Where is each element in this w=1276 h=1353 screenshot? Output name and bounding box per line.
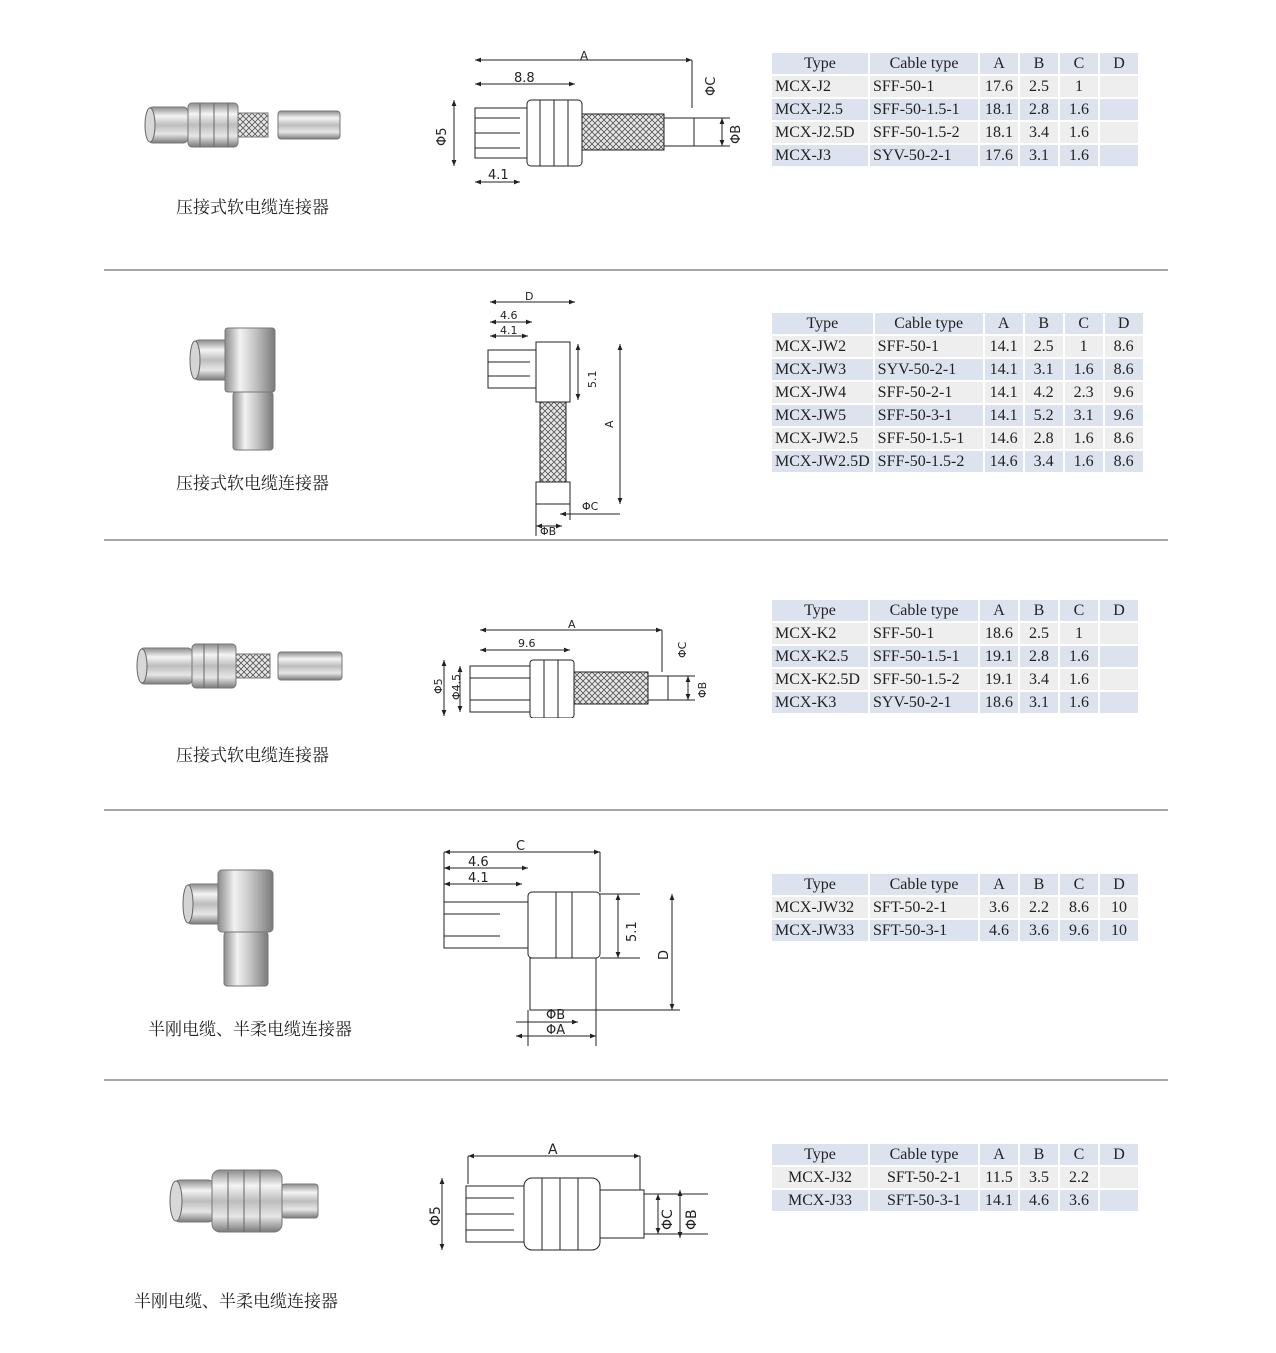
table-header-row xyxy=(772,313,1143,334)
dim-label-phic: ΦC xyxy=(582,500,599,513)
cell-d: 9.6 xyxy=(1105,382,1143,403)
dim-label-phi5: Φ5 xyxy=(432,678,445,694)
cell-c: 1.6 xyxy=(1060,145,1098,166)
cell-b: 3.5 xyxy=(1020,1167,1058,1188)
section-mcx-k xyxy=(0,542,1276,810)
cell-a: 14.1 xyxy=(985,382,1023,403)
cell-b: 3.4 xyxy=(1020,669,1058,690)
dimension-drawing xyxy=(430,48,750,188)
cell-d: 8.6 xyxy=(1105,359,1143,380)
cell-b: 2.8 xyxy=(1020,99,1058,120)
cell-a: 4.6 xyxy=(980,920,1018,941)
cell-type: MCX-J33 xyxy=(772,1190,868,1211)
cell-b: 3.6 xyxy=(1020,920,1058,941)
header-d: D xyxy=(1100,874,1138,895)
dim-label-d: D xyxy=(525,290,534,303)
cell-c: 1.6 xyxy=(1060,669,1098,690)
cell-d: 8.6 xyxy=(1105,336,1143,357)
connector-photo-straight-semirigid xyxy=(168,1164,328,1240)
cell-cable: SFF-50-1.5-2 xyxy=(870,122,978,143)
dimension-drawing xyxy=(430,838,690,1048)
cell-cable: SFT-50-3-1 xyxy=(870,1190,978,1211)
cell-a: 14.6 xyxy=(985,451,1023,472)
dimension-drawing xyxy=(418,1138,718,1268)
section-divider xyxy=(104,269,1168,271)
cell-c: 1.6 xyxy=(1060,122,1098,143)
section-caption: 半刚电缆、半柔电缆连接器 xyxy=(148,1020,352,1040)
cell-d: 10 xyxy=(1100,920,1138,941)
dimension-drawing xyxy=(470,288,640,538)
cell-type: MCX-K2.5 xyxy=(772,646,868,667)
header-d: D xyxy=(1100,600,1138,621)
cell-c: 1.6 xyxy=(1060,646,1098,667)
section-mcx-j xyxy=(0,0,1276,270)
cell-b: 2.2 xyxy=(1020,897,1058,918)
header-c: C xyxy=(1065,313,1103,334)
spec-table xyxy=(770,51,1140,168)
header-cable-type: Cable type xyxy=(870,600,978,621)
header-d: D xyxy=(1100,1144,1138,1165)
cell-type: MCX-JW33 xyxy=(772,920,868,941)
cell-type: MCX-K2.5D xyxy=(772,669,868,690)
cell-a: 18.6 xyxy=(980,692,1018,713)
cell-c: 1.6 xyxy=(1065,451,1103,472)
spec-table xyxy=(770,598,1140,715)
section-caption: 半刚电缆、半柔电缆连接器 xyxy=(134,1292,338,1312)
dimension-drawing xyxy=(430,618,730,718)
section-divider xyxy=(104,809,1168,811)
header-type: Type xyxy=(772,1144,868,1165)
table-row xyxy=(772,1167,1138,1188)
table-row xyxy=(772,428,1143,449)
cell-b: 2.8 xyxy=(1020,646,1058,667)
cell-d xyxy=(1100,623,1138,644)
cell-b: 2.5 xyxy=(1020,76,1058,97)
section-divider xyxy=(104,1079,1168,1081)
dim-label-4-1: 4.1 xyxy=(468,871,489,886)
cell-c: 2.2 xyxy=(1060,1167,1098,1188)
table-row xyxy=(772,623,1138,644)
header-c: C xyxy=(1060,53,1098,74)
cell-cable: SYV-50-2-1 xyxy=(875,359,983,380)
header-d: D xyxy=(1100,53,1138,74)
connector-photo-right-angle-semirigid xyxy=(178,862,288,992)
cell-type: MCX-JW32 xyxy=(772,897,868,918)
cell-type: MCX-JW2.5 xyxy=(772,428,873,449)
cell-cable: SFF-50-1 xyxy=(870,76,978,97)
header-type: Type xyxy=(772,313,873,334)
header-a: A xyxy=(980,874,1018,895)
cell-c: 2.3 xyxy=(1065,382,1103,403)
cell-type: MCX-K3 xyxy=(772,692,868,713)
cell-b: 3.1 xyxy=(1025,359,1063,380)
cell-type: MCX-JW2 xyxy=(772,336,873,357)
cell-d: 9.6 xyxy=(1105,405,1143,426)
header-b: B xyxy=(1025,313,1063,334)
cell-a: 18.6 xyxy=(980,623,1018,644)
dim-label-a: A xyxy=(568,618,576,631)
connector-photo-straight-plug xyxy=(138,95,353,155)
section-divider xyxy=(104,539,1168,541)
section-mcx-jw xyxy=(0,272,1276,542)
table-row xyxy=(772,382,1143,403)
dim-label-a: A xyxy=(580,49,589,63)
cell-type: MCX-J2.5 xyxy=(772,99,868,120)
cell-a: 19.1 xyxy=(980,646,1018,667)
section-mcx-j3x xyxy=(0,1082,1276,1353)
cell-a: 14.1 xyxy=(985,336,1023,357)
header-b: B xyxy=(1020,53,1058,74)
table-row xyxy=(772,122,1138,143)
dim-label-phib: ΦB xyxy=(684,1209,700,1230)
cell-d xyxy=(1100,76,1138,97)
header-a: A xyxy=(980,53,1018,74)
dim-label-phi5: Φ5 xyxy=(428,1206,444,1226)
dim-label-phia: ΦA xyxy=(546,1023,566,1038)
cell-d: 8.6 xyxy=(1105,451,1143,472)
cell-cable: SFF-50-1 xyxy=(870,623,978,644)
header-d: D xyxy=(1105,313,1143,334)
dim-label-phic: ΦC xyxy=(704,76,719,96)
table-row xyxy=(772,99,1138,120)
cell-b: 3.4 xyxy=(1025,451,1063,472)
header-c: C xyxy=(1060,1144,1098,1165)
header-b: B xyxy=(1020,874,1058,895)
cell-b: 3.1 xyxy=(1020,145,1058,166)
section-caption: 压接式软电缆连接器 xyxy=(176,474,329,494)
header-c: C xyxy=(1060,874,1098,895)
cell-a: 3.6 xyxy=(980,897,1018,918)
cell-type: MCX-J3 xyxy=(772,145,868,166)
cell-a: 11.5 xyxy=(980,1167,1018,1188)
cell-cable: SFF-50-1.5-2 xyxy=(875,451,983,472)
table-row xyxy=(772,897,1138,918)
cell-b: 4.2 xyxy=(1025,382,1063,403)
dim-label-phib: ΦB xyxy=(540,525,557,538)
dim-label-4-6: 4.6 xyxy=(500,309,518,322)
dim-label-c: C xyxy=(516,839,526,854)
cell-c: 3.6 xyxy=(1060,1190,1098,1211)
cell-c: 1.6 xyxy=(1065,428,1103,449)
table-row xyxy=(772,405,1143,426)
dim-label-9-6: 9.6 xyxy=(518,637,536,650)
dim-label-5-1: 5.1 xyxy=(625,921,640,942)
table-row xyxy=(772,145,1138,166)
cell-cable: SYV-50-2-1 xyxy=(870,692,978,713)
connector-photo-right-angle xyxy=(185,322,285,457)
cell-cable: SFF-50-1 xyxy=(875,336,983,357)
dim-label-4-1: 4.1 xyxy=(488,168,509,183)
table-row xyxy=(772,1190,1138,1211)
cell-d xyxy=(1100,646,1138,667)
dim-label-8-8: 8.8 xyxy=(514,71,535,86)
dim-label-4-6: 4.6 xyxy=(468,855,489,870)
dim-label-phic: ΦC xyxy=(660,1209,676,1230)
cell-cable: SFF-50-1.5-2 xyxy=(870,669,978,690)
cell-c: 1.6 xyxy=(1065,359,1103,380)
section-caption: 压接式软电缆连接器 xyxy=(176,746,329,766)
cell-c: 3.1 xyxy=(1065,405,1103,426)
cell-d xyxy=(1100,669,1138,690)
header-a: A xyxy=(980,1144,1018,1165)
cell-d xyxy=(1100,145,1138,166)
table-header-row xyxy=(772,874,1138,895)
table-row xyxy=(772,692,1138,713)
dim-label-a: A xyxy=(548,1142,558,1158)
cell-type: MCX-J2.5D xyxy=(772,122,868,143)
cell-cable: SFF-50-2-1 xyxy=(875,382,983,403)
cell-c: 1 xyxy=(1060,76,1098,97)
cell-d xyxy=(1100,122,1138,143)
dim-label-phib: ΦB xyxy=(546,1008,566,1023)
cell-type: MCX-JW2.5D xyxy=(772,451,873,472)
dim-label-phi4-5: Φ4.5 xyxy=(450,673,463,700)
table-row xyxy=(772,669,1138,690)
header-b: B xyxy=(1020,1144,1058,1165)
cell-d xyxy=(1100,99,1138,120)
dim-label-d: D xyxy=(657,949,672,960)
dim-label-phib: ΦB xyxy=(696,681,709,698)
header-cable-type: Cable type xyxy=(870,874,978,895)
section-mcx-jw3x xyxy=(0,812,1276,1080)
cell-cable: SFF-50-3-1 xyxy=(875,405,983,426)
table-row xyxy=(772,359,1143,380)
header-type: Type xyxy=(772,874,868,895)
cell-cable: SFT-50-2-1 xyxy=(870,1167,978,1188)
table-row xyxy=(772,336,1143,357)
spec-table xyxy=(770,1142,1140,1213)
cell-type: MCX-K2 xyxy=(772,623,868,644)
header-a: A xyxy=(980,600,1018,621)
table-row xyxy=(772,646,1138,667)
cell-c: 8.6 xyxy=(1060,897,1098,918)
cell-a: 14.1 xyxy=(980,1190,1018,1211)
cell-a: 17.6 xyxy=(980,76,1018,97)
spec-table xyxy=(770,311,1145,474)
header-a: A xyxy=(985,313,1023,334)
cell-type: MCX-JW5 xyxy=(772,405,873,426)
header-cable-type: Cable type xyxy=(875,313,983,334)
cell-b: 2.5 xyxy=(1025,336,1063,357)
dim-label-a: A xyxy=(603,420,616,428)
cell-cable: SFF-50-1.5-1 xyxy=(870,99,978,120)
cell-d xyxy=(1100,1167,1138,1188)
dim-label-phi5: Φ5 xyxy=(435,127,450,146)
spec-table xyxy=(770,872,1140,943)
cell-d xyxy=(1100,692,1138,713)
cell-a: 14.1 xyxy=(985,405,1023,426)
header-c: C xyxy=(1060,600,1098,621)
cell-c: 1.6 xyxy=(1060,99,1098,120)
dim-label-5-1: 5.1 xyxy=(586,370,599,388)
dim-label-4-1: 4.1 xyxy=(500,324,518,337)
cell-type: MCX-J2 xyxy=(772,76,868,97)
cell-type: MCX-JW4 xyxy=(772,382,873,403)
header-cable-type: Cable type xyxy=(870,1144,978,1165)
cell-b: 2.5 xyxy=(1020,623,1058,644)
cell-a: 14.6 xyxy=(985,428,1023,449)
dim-label-phib: ΦB xyxy=(729,124,744,144)
cell-a: 19.1 xyxy=(980,669,1018,690)
header-type: Type xyxy=(772,600,868,621)
dim-label-phic: ΦC xyxy=(676,641,689,658)
table-row xyxy=(772,76,1138,97)
cell-d xyxy=(1100,1190,1138,1211)
cell-d: 10 xyxy=(1100,897,1138,918)
cell-cable: SFF-50-1.5-1 xyxy=(870,646,978,667)
cell-c: 1 xyxy=(1060,623,1098,644)
table-row xyxy=(772,920,1138,941)
cell-c: 1.6 xyxy=(1060,692,1098,713)
cell-d: 8.6 xyxy=(1105,428,1143,449)
cell-cable: SYV-50-2-1 xyxy=(870,145,978,166)
cell-cable: SFF-50-1.5-1 xyxy=(875,428,983,449)
cell-a: 14.1 xyxy=(985,359,1023,380)
cell-a: 17.6 xyxy=(980,145,1018,166)
table-row xyxy=(772,451,1143,472)
cell-c: 9.6 xyxy=(1060,920,1098,941)
cell-a: 18.1 xyxy=(980,99,1018,120)
cell-b: 5.2 xyxy=(1025,405,1063,426)
table-header-row xyxy=(772,600,1138,621)
connector-photo-straight-jack xyxy=(136,636,351,696)
cell-c: 1 xyxy=(1065,336,1103,357)
cell-type: MCX-JW3 xyxy=(772,359,873,380)
header-b: B xyxy=(1020,600,1058,621)
cell-b: 3.4 xyxy=(1020,122,1058,143)
table-header-row xyxy=(772,53,1138,74)
section-caption: 压接式软电缆连接器 xyxy=(176,198,329,218)
cell-cable: SFT-50-2-1 xyxy=(870,897,978,918)
cell-b: 2.8 xyxy=(1025,428,1063,449)
cell-b: 3.1 xyxy=(1020,692,1058,713)
cell-type: MCX-J32 xyxy=(772,1167,868,1188)
header-type: Type xyxy=(772,53,868,74)
table-header-row xyxy=(772,1144,1138,1165)
cell-a: 18.1 xyxy=(980,122,1018,143)
cell-cable: SFT-50-3-1 xyxy=(870,920,978,941)
header-cable-type: Cable type xyxy=(870,53,978,74)
cell-b: 4.6 xyxy=(1020,1190,1058,1211)
